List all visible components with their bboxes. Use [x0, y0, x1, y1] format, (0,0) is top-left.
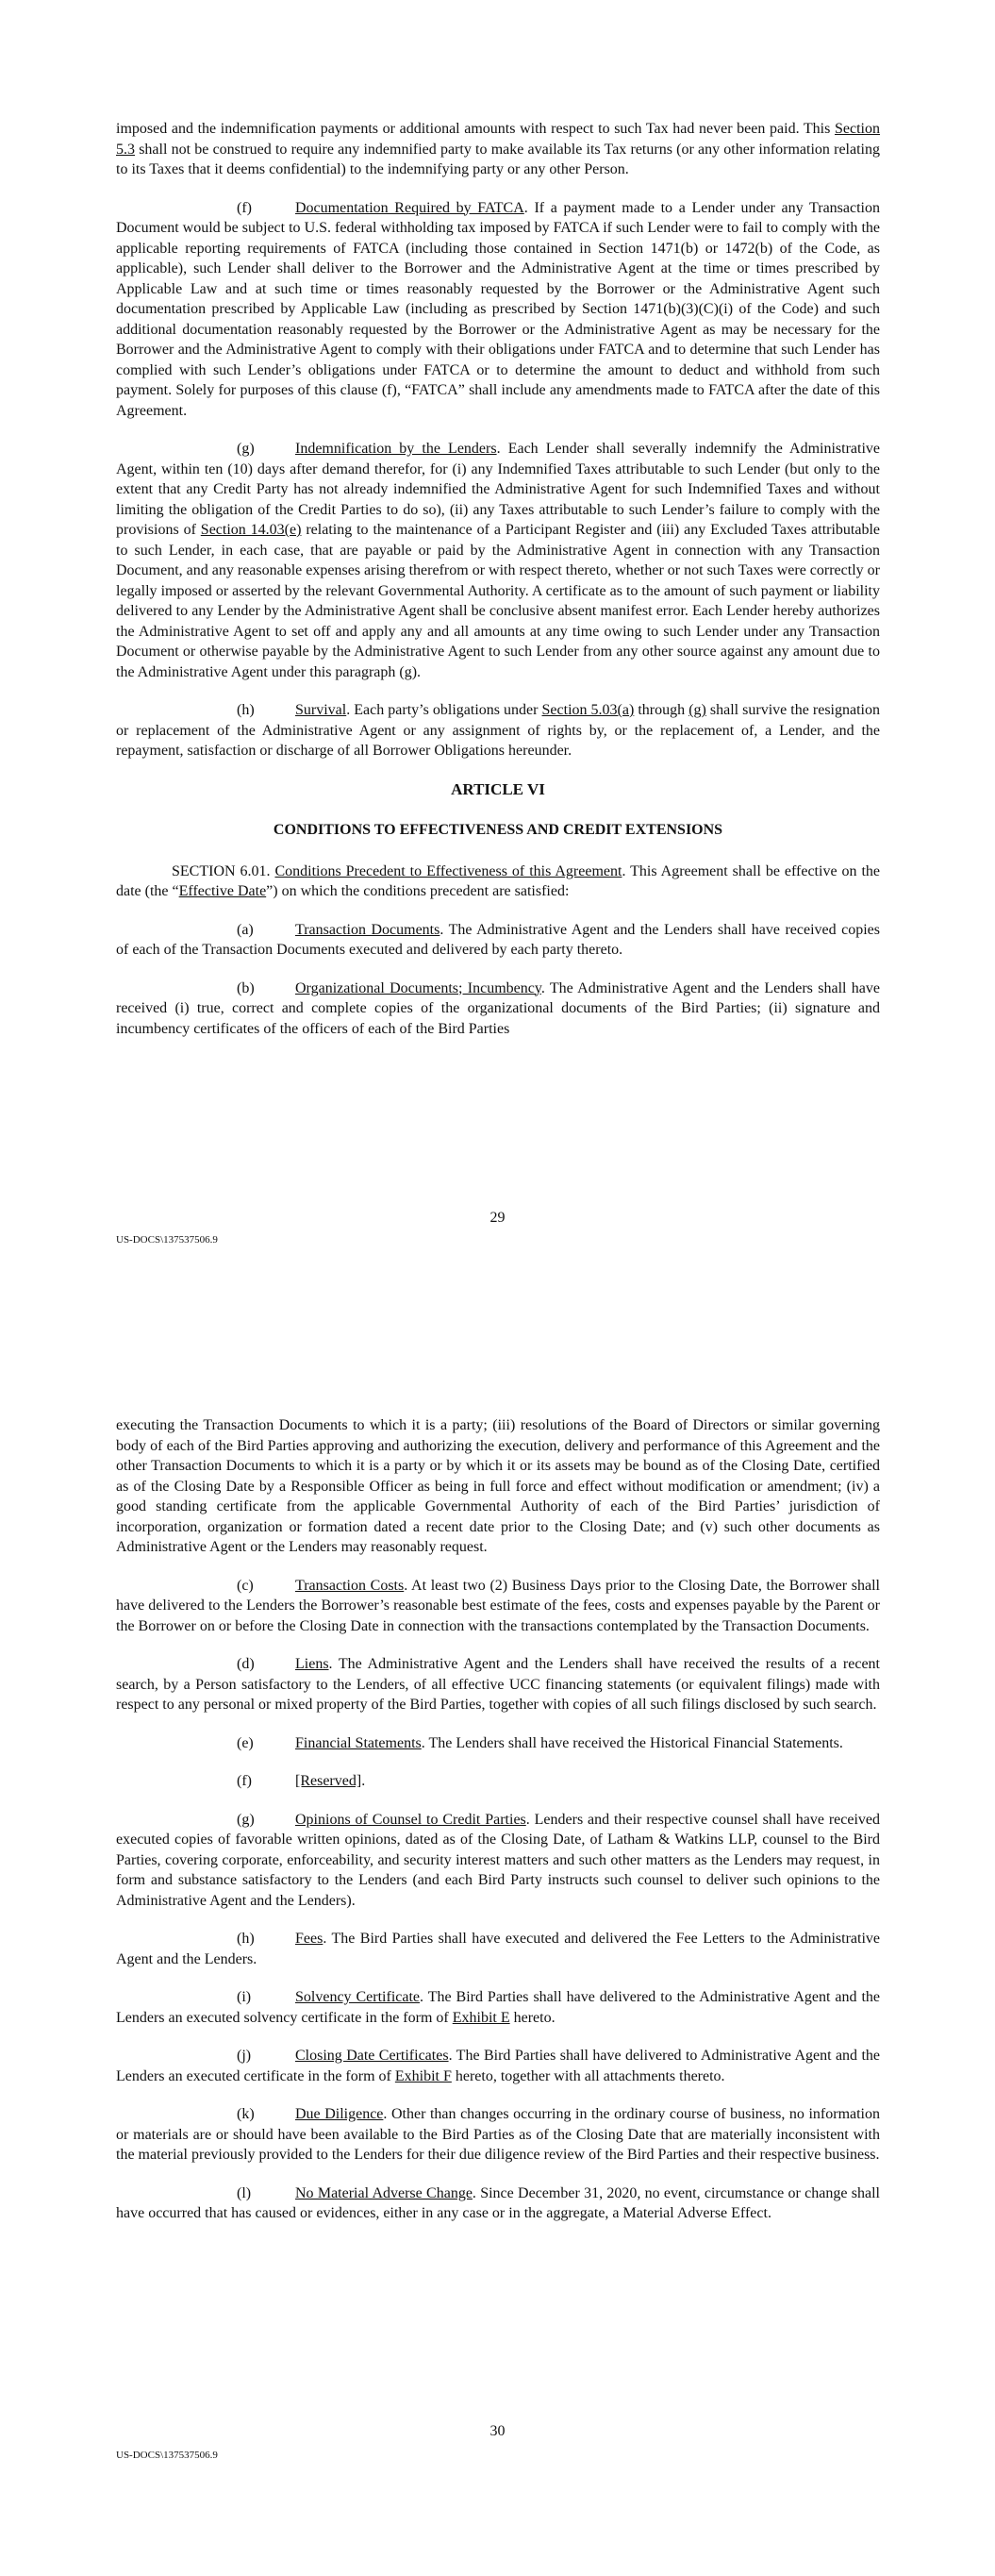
- clause-heading: Survival: [295, 702, 347, 718]
- page-30: [0, 1321, 995, 2576]
- document-id: US-DOCS\137537506.9: [116, 2450, 218, 2461]
- page-body: [116, 119, 880, 1057]
- page-body: [116, 1415, 880, 2242]
- section-reference: (g): [688, 702, 706, 718]
- clause-heading: Fees: [295, 1931, 323, 1947]
- section-6-01: SECTION 6.01. Conditions Precedent to Effectiveness of this Agreement. This Agreement shall be effective on the date (the “Effective Date”) on which the conditions precedent are satisfied:: [116, 862, 881, 899]
- clause-marker: (f): [237, 199, 252, 216]
- paragraph-continuation: imposed and the indemnification payments or additional amounts with respect to such Tax had never been paid. This Section 5.3 shall not be construed to require any indemnified party to make available its Tax returns (or any other information relating to its Taxes that it deems confidential) to the indemnifying party or any other Person.: [116, 121, 880, 177]
- clause-a-transaction-documents: (a) Transaction Documents. The Administrative Agent and the Lenders shall have received copies of each of the Transaction Documents executed and delivered by each party thereto.: [116, 921, 881, 958]
- clause-heading: No Material Adverse Change: [295, 2184, 473, 2201]
- clause-h-fees: (h) Fees. The Bird Parties shall have executed and delivered the Fee Letters to the Administrative Agent and the Lenders.: [116, 1931, 880, 1967]
- clause-heading: Documentation Required by FATCA: [295, 199, 524, 216]
- exhibit-reference: Exhibit E: [452, 2009, 510, 2026]
- clause-heading: Financial Statements: [295, 1734, 422, 1751]
- clause-heading: Solvency Certificate: [295, 1989, 421, 2005]
- section-reference: Section 5.3: [116, 121, 880, 158]
- article-title: ARTICLE VI: [451, 779, 545, 798]
- clause-heading: [Reserved]: [295, 1773, 362, 1789]
- clause-g-indemnification: (g) Indemnification by the Lenders. Each Lender shall severally indemnify the Administrative Agent, within ten (10) days after demand therefor, for (i) any Indemnified Taxes attributable to such Lender (but only to the extent that any Credit Party has not already indemnified the Administrative Agent for such Indemnified Taxes and without limiting the obligation of the Credit Parties to do so), (ii) any Taxes attributable to such Lender’s failure to comply with the provisions of Section 14.03(e) relating to the maintenance of a Participant Register and (iii) any Excluded Taxes attributable to such Lender, in each case, that are payable or paid by the Administrative Agent in connection with any Transaction Document, and any reasonable expenses arising therefrom or with respect thereto, whether or not such Taxes were correctly or legally imposed or asserted by the relevant Governmental Authority. A certificate as to the amount of such payment or liability delivered to any Lender by the Administrative Agent shall be conclusive absent manifest error. Each Lender hereby authorizes the Administrative Agent to set off and apply any and all amounts at any time owing to such Lender under any Transaction Document or otherwise payable by the Administrative Agent to such Lender from any other source against any amount due to the Administrative Agent under this paragraph (g).: [116, 441, 881, 680]
- paragraph-continuation: executing the Transaction Documents to which it is a party; (iii) resolutions of the Board of Directors or similar governing body of each of the Bird Parties approving and authorizing the execution, delivery and performance of this Agreement and the other Transaction Documents to which it is a party or by which it or its assets may be bound as of the Closing Date, certified as of the Closing Date by a Responsible Officer as being in full force and effect without modification or amendment; (iv) a good standing certificate from the applicable Governmental Authority of each of the Bird Parties’ jurisdiction of incorporation, organization or formation dated a recent date prior to the Closing Date; and (v) such other documents as Administrative Agent or the Lenders may reasonably request.: [116, 1417, 880, 1555]
- defined-term: Effective Date: [178, 883, 267, 899]
- clause-heading: Closing Date Certificates: [295, 2048, 449, 2064]
- page-29: [0, 0, 995, 1255]
- section-label: SECTION 6.01.: [172, 862, 275, 879]
- clause-heading: Indemnification by the Lenders: [295, 441, 497, 457]
- clause-marker: (g): [237, 1811, 255, 1828]
- clause-marker: (h): [237, 702, 255, 718]
- clause-marker: (a): [237, 921, 254, 938]
- clause-f-fatca: (f) Documentation Required by FATCA. If a payment made to a Lender under any Transaction Document would be subject to U.S. federal withholding tax imposed by FATCA if such Lender were to fail to comply with the applicable reporting requirements of FATCA (including those contained in Section 1471(b) or 1472(b) of the Code, as applicable), such Lender shall deliver to the Borrower and the Administrative Agent at the time or times prescribed by Applicable Law and at such time or times reasonably requested by the Borrower or the Administrative Agent such documentation prescribed by Applicable Law (including as prescribed by Section 1471(b)(3)(C)(i) of the Code) and such additional documentation reasonably requested by the Borrower or the Administrative Agent as may be necessary for the Borrower and the Administrative Agent to comply with their obligations under FATCA and to determine that such Lender has complied with such Lender’s obligations under FATCA or to determine the amount to deduct and withhold from such payment. Solely for purposes of this clause (f), “FATCA” shall include any amendments made to FATCA after the date of this Agreement.: [116, 199, 880, 419]
- clause-b-organizational-documents: (b) Organizational Documents; Incumbency. The Administrative Agent and the Lenders shall have received (i) true, correct and complete copies of the organizational documents of the Bird Parties; (ii) signature and incumbency certificates of the officers of each of the Bird Parties: [116, 979, 880, 1037]
- clause-heading: Transaction Documents: [295, 921, 440, 938]
- clause-heading: Organizational Documents; Incumbency: [295, 979, 541, 996]
- clause-e-financial-statements: (e) Financial Statements. The Lenders shall have received the Historical Financial Statements.: [116, 1733, 880, 1754]
- clause-i-solvency-certificate: (i) Solvency Certificate. The Bird Parties shall have delivered to the Administrative Agent and the Lenders an executed solvency certificate in the form of Exhibit E hereto.: [116, 1989, 881, 2026]
- clause-marker: (c): [237, 1577, 254, 1594]
- section-reference: Section 5.03(a): [541, 702, 635, 718]
- clause-d-liens: (d) Liens. The Administrative Agent and the Lenders shall have received the results of a recent search, by a Person satisfactory to the Lenders, of all effective UCC financing statements (or equivalent filings) made with respect to any personal or mixed property of the Bird Parties, together with copies of all such filings disclosed by such search.: [116, 1656, 880, 1713]
- clause-marker: (j): [237, 2048, 252, 2064]
- clause-h-survival: (h) Survival. Each party’s obligations under Section 5.03(a) through (g) shall survive the resignation or replacement of the Administrative Agent or any assignment of rights by, or the replacement of, a Lender, and the repayment, satisfaction or discharge of all Borrower Obligations hereunder.: [116, 702, 880, 759]
- section-reference: Section 14.03(e): [200, 522, 302, 538]
- clause-g-opinions-of-counsel: (g) Opinions of Counsel to Credit Parties. Lenders and their respective counsel shall have received executed copies of favorable written opinions, dated as of the Closing Date, of Latham & Watkins LLP, counsel to the Bird Parties, covering corporate, enforceability, and security interest matters and such other matters as the Lenders may request, in form and substance satisfactory to the Lenders (and each Bird Party instructs such counsel to deliver such opinions to the Administrative Agent and the Lenders).: [116, 1811, 881, 1909]
- clause-c-transaction-costs: (c) Transaction Costs. At least two (2) Business Days prior to the Closing Date, the Borrower shall have delivered to the Lenders the Borrower’s reasonable best estimate of the fees, costs and expenses payable by the Parent or the Borrower on or before the Closing Date in connection with the transactions contemplated by the Transaction Documents.: [116, 1577, 881, 1634]
- clause-marker: (d): [237, 1656, 255, 1672]
- clause-marker: (h): [237, 1931, 255, 1947]
- clause-l-no-material-adverse-change: (l) No Material Adverse Change. Since December 31, 2020, no event, circumstance or change shall have occurred that has caused or evidences, either in any case or in the aggregate, a Material Adverse Effect.: [116, 2184, 880, 2221]
- clause-heading: Opinions of Counsel to Credit Parties: [295, 1811, 526, 1828]
- clause-heading: Liens: [295, 1656, 329, 1672]
- section-heading: Conditions Precedent to Effectiveness of this Agreement: [274, 862, 622, 879]
- clause-marker: (e): [237, 1734, 254, 1751]
- page-number: 29: [489, 1210, 506, 1226]
- clause-k-due-diligence: (k) Due Diligence. Other than changes occurring in the ordinary course of business, no information or materials are or should have been available to the Bird Parties as of the Closing Date that are materially inconsistent with the material previously provided to the Lenders for their due diligence review of the Bird Parties and their respective business.: [116, 2106, 881, 2163]
- clause-f-reserved: (f) [Reserved].: [116, 1771, 880, 1792]
- article-subtitle: CONDITIONS TO EFFECTIVENESS AND CREDIT EXTENSIONS: [273, 822, 723, 838]
- clause-j-closing-date-certificates: (j) Closing Date Certificates. The Bird Parties shall have delivered to Administrative Agent and the Lenders an executed certificate in the form of Exhibit F hereto, together with all attachments thereto.: [116, 2048, 881, 2084]
- clause-marker: (k): [237, 2106, 255, 2122]
- page-number: 30: [489, 2423, 506, 2439]
- clause-marker: (f): [237, 1773, 252, 1789]
- clause-marker: (g): [237, 441, 255, 457]
- exhibit-reference: Exhibit F: [394, 2067, 452, 2084]
- clause-heading: Due Diligence: [295, 2106, 384, 2122]
- clause-marker: (b): [237, 979, 255, 996]
- document-id: US-DOCS\137537506.9: [116, 1234, 218, 1246]
- clause-marker: (i): [237, 1989, 252, 2005]
- clause-heading: Transaction Costs: [295, 1577, 405, 1594]
- clause-marker: (l): [237, 2184, 252, 2201]
